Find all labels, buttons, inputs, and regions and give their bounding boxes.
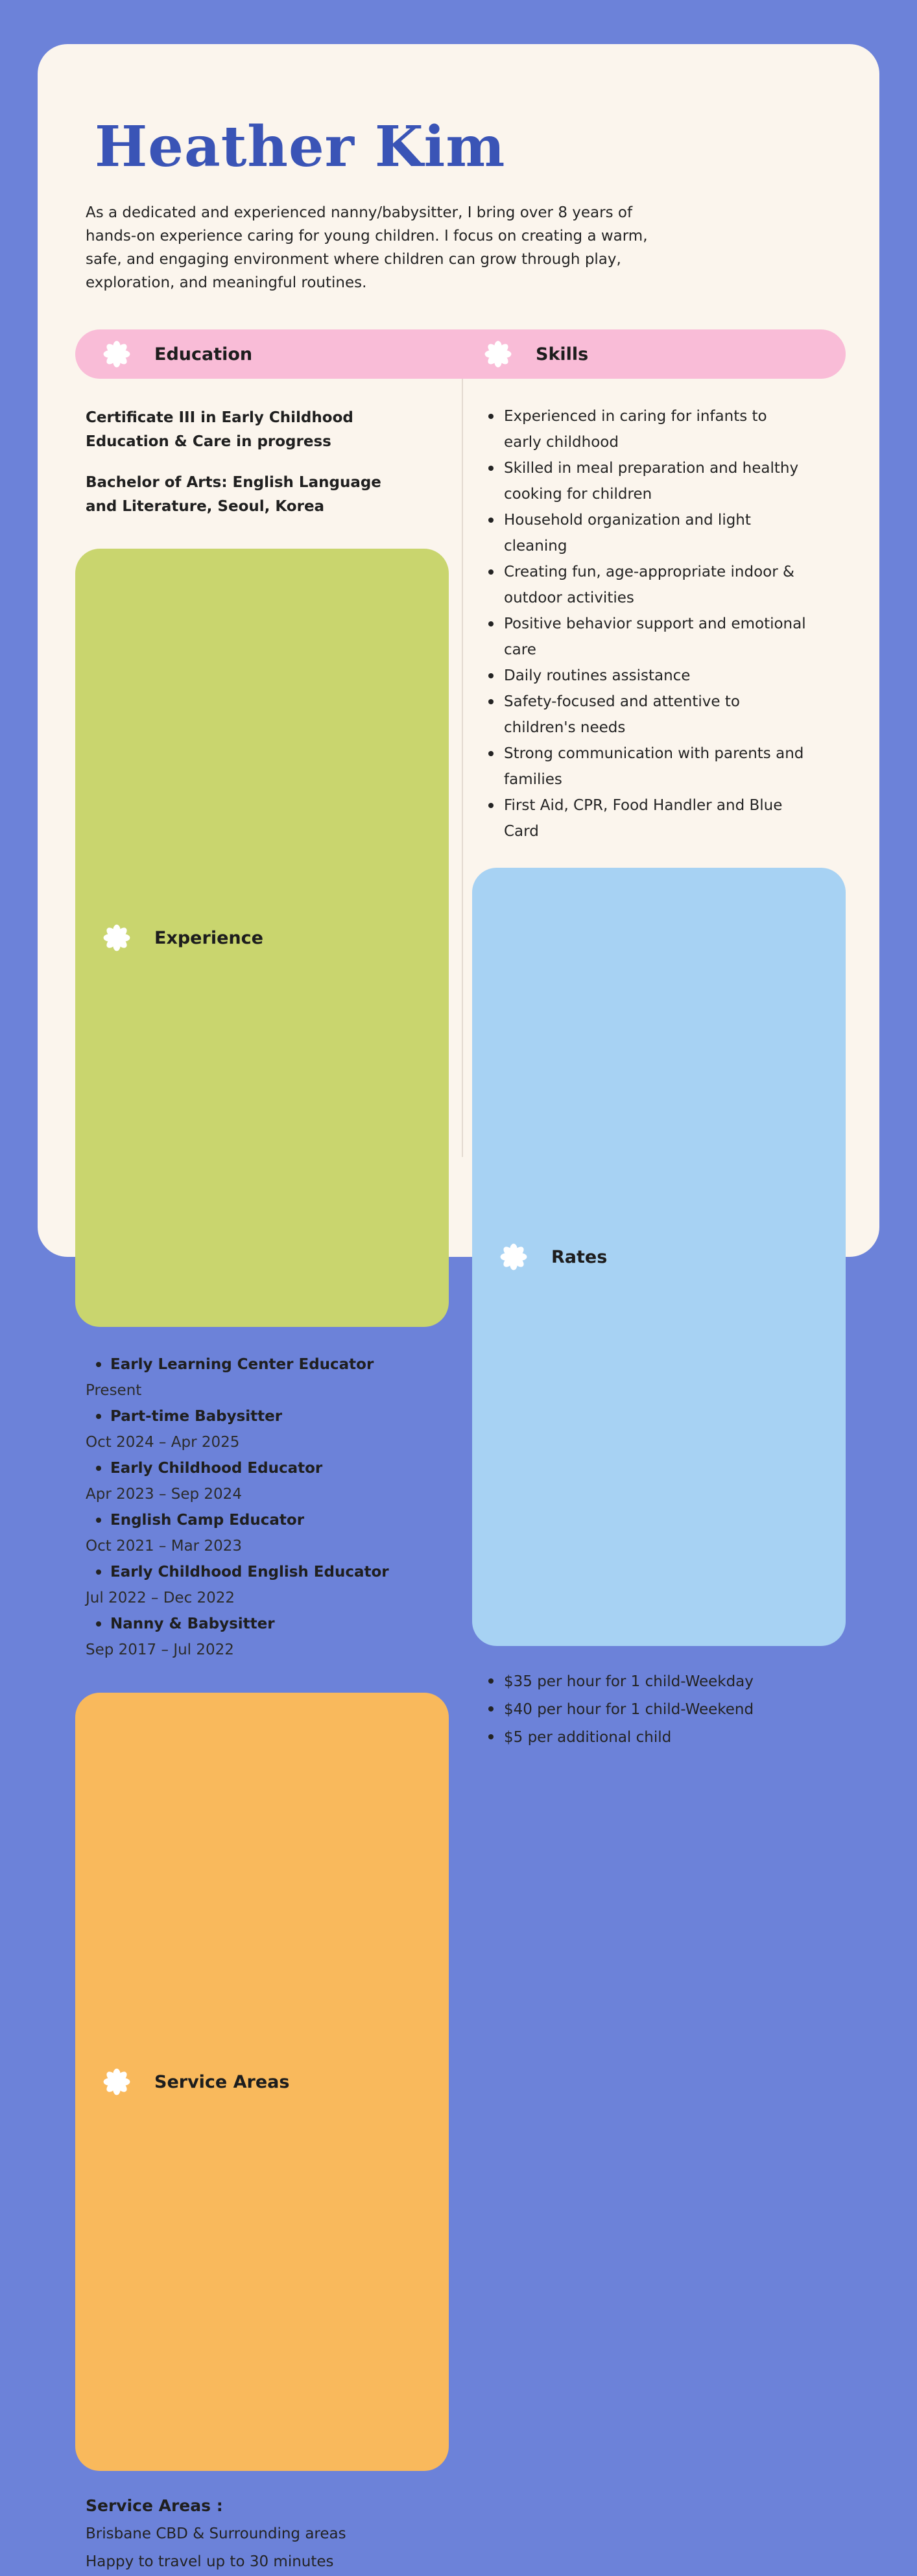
experience-role: Early Childhood English Educator — [86, 1559, 449, 1585]
skills-header — [462, 329, 846, 379]
rates-section — [482, 1668, 846, 1752]
experience-dates: Oct 2024 – Apr 2025 — [86, 1434, 240, 1451]
experience-header-pill — [75, 549, 449, 1327]
experience-role: Early Childhood Educator — [86, 1455, 449, 1481]
right-column — [462, 379, 846, 1746]
flower-icon — [485, 341, 511, 367]
experience-role: Part-time Babysitter — [86, 1403, 449, 1429]
page-title: Heather Kim — [95, 114, 506, 180]
rate-item: $40 per hour for 1 child-Weekend — [482, 1696, 807, 1724]
flower-icon — [104, 925, 130, 951]
education-item: Certificate III in Early Childhood Education & Care in progress — [86, 409, 353, 450]
experience-item — [86, 1611, 449, 1663]
left-column — [86, 379, 462, 2570]
content-columns — [86, 379, 846, 2570]
service-areas-header-label: Service Areas — [154, 2071, 290, 2092]
service-areas-section — [86, 2492, 449, 2576]
skill-item: Creating fun, age-appropriate indoor & outdoor activities — [482, 559, 807, 611]
experience-item — [86, 1455, 449, 1507]
service-areas-lines — [86, 2520, 449, 2576]
rates-header-pill — [472, 868, 846, 1646]
education-section — [86, 406, 449, 519]
skill-item: Daily routines assistance — [482, 663, 807, 689]
resume-card — [38, 44, 879, 2570]
experience-role: English Camp Educator — [86, 1507, 449, 1533]
experience-dates: Apr 2023 – Sep 2024 — [86, 1486, 242, 1503]
education-header — [75, 329, 462, 379]
experience-role: Early Learning Center Educator — [86, 1352, 449, 1377]
skill-item: Strong communication with parents and families — [482, 741, 807, 793]
service-areas-line: Brisbane CBD & Surrounding areas — [86, 2525, 346, 2542]
skill-item: Skilled in meal preparation and healthy cooking for children — [482, 455, 807, 507]
service-areas-header-pill — [75, 1693, 449, 2471]
rate-item: $35 per hour for 1 child-Weekday — [482, 1668, 807, 1696]
skill-item: First Aid, CPR, Food Handler and Blue Card — [482, 793, 807, 844]
experience-dates: Sep 2017 – Jul 2022 — [86, 1641, 234, 1658]
experience-header-label: Experience — [154, 927, 263, 948]
service-areas-heading: Service Areas : — [86, 2496, 223, 2515]
flower-icon — [104, 341, 130, 367]
flower-icon — [501, 1244, 527, 1270]
service-areas-line: Happy to travel up to 30 minutes — [86, 2553, 334, 2570]
experience-item — [86, 1507, 449, 1559]
skill-item: Safety-focused and attentive to children's needs — [482, 689, 807, 741]
experience-section — [86, 1352, 449, 1663]
experience-dates: Jul 2022 – Dec 2022 — [86, 1590, 235, 1606]
rates-header-label: Rates — [551, 1246, 608, 1267]
education-skills-header-pill — [75, 329, 846, 379]
skill-item: Positive behavior support and emotional care — [482, 611, 807, 663]
skill-item: Household organization and light cleaning — [482, 507, 807, 559]
flower-icon — [104, 2069, 130, 2095]
rate-item: $5 per additional child — [482, 1724, 807, 1752]
experience-item — [86, 1352, 449, 1403]
intro-paragraph: As a dedicated and experienced nanny/babysitter, I bring over 8 years of hands-on experience caring for young children. I focus on creating a warm, safe, and engaging environment where children can grow through play, exploration, and meaningful routines. — [86, 204, 648, 291]
experience-item — [86, 1559, 449, 1611]
experience-dates: Present — [86, 1382, 142, 1399]
education-item: Bachelor of Arts: English Language and Literature, Seoul, Korea — [86, 474, 381, 515]
experience-item — [86, 1403, 449, 1455]
skills-header-label: Skills — [536, 344, 589, 364]
skills-section — [482, 403, 846, 844]
education-header-label: Education — [154, 344, 253, 364]
experience-dates: Oct 2021 – Mar 2023 — [86, 1538, 242, 1555]
skill-item: Experienced in caring for infants to early childhood — [482, 403, 807, 455]
experience-role: Nanny & Babysitter — [86, 1611, 449, 1637]
